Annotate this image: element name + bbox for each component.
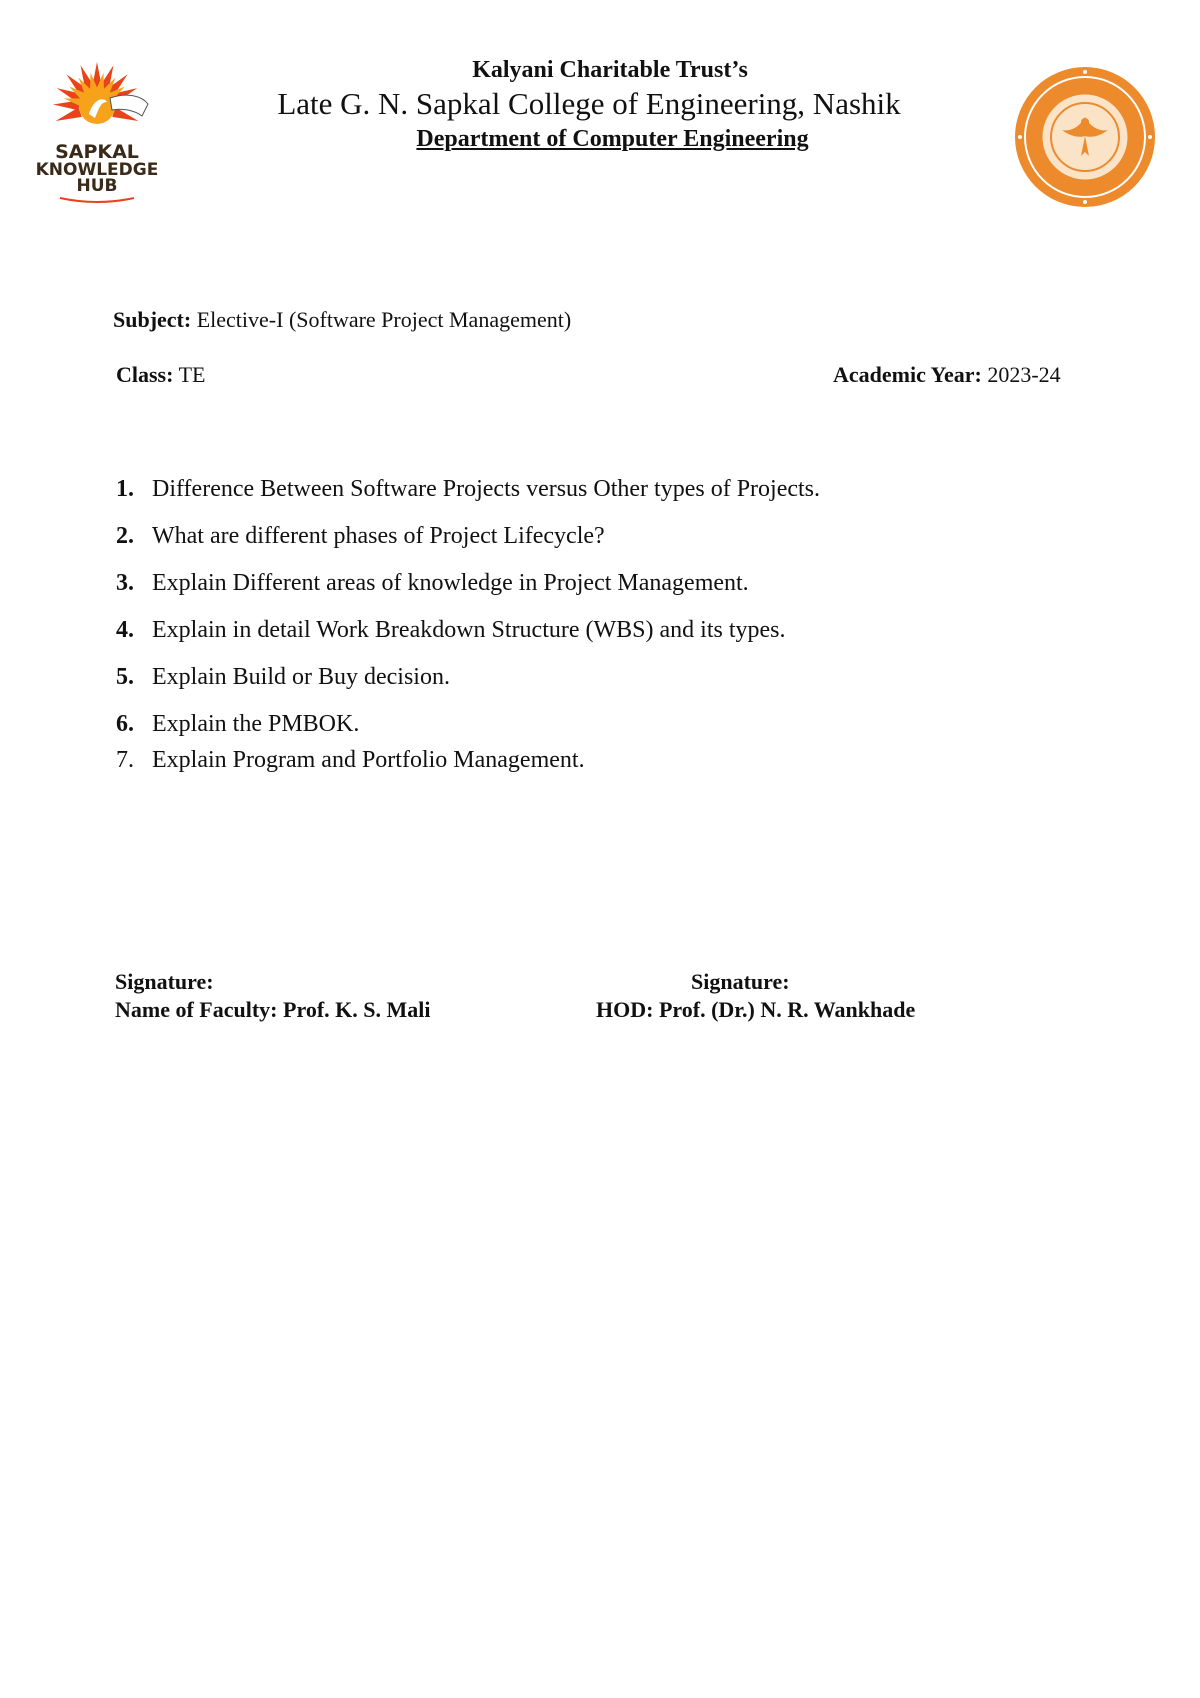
question-text: Explain the PMBOK. bbox=[152, 711, 360, 737]
question-number: 1. bbox=[116, 476, 134, 502]
question-item bbox=[116, 709, 1116, 745]
subject-line bbox=[113, 307, 571, 333]
question-number: 5. bbox=[116, 664, 134, 690]
faculty-signature-block bbox=[115, 968, 430, 1024]
svg-text:SAPKAL: SAPKAL bbox=[55, 141, 139, 163]
question-number: 4. bbox=[116, 617, 134, 643]
academic-year-line bbox=[833, 362, 1061, 388]
college-name: Late G. N. Sapkal College of Engineering, Nashik bbox=[277, 86, 901, 121]
question-list bbox=[116, 474, 1116, 792]
academic-year-value: 2023-24 bbox=[987, 362, 1061, 387]
question-item bbox=[116, 615, 1116, 662]
subject-value: Elective-I (Software Project Management) bbox=[196, 307, 572, 332]
question-text: Explain in detail Work Breakdown Structure (WBS) and its types. bbox=[152, 617, 786, 643]
faculty-name: Name of Faculty: Prof. K. S. Mali bbox=[115, 997, 431, 1022]
question-number: 2. bbox=[116, 523, 134, 549]
sapkal-knowledge-hub-logo-icon bbox=[22, 58, 172, 208]
college-seal-icon bbox=[1010, 62, 1160, 212]
question-number: 7. bbox=[116, 747, 134, 773]
department-name: Department of Computer Engineering bbox=[416, 126, 809, 152]
academic-year-label: Academic Year: bbox=[833, 362, 982, 387]
class-label: Class: bbox=[116, 362, 174, 387]
question-item bbox=[116, 568, 1116, 615]
trust-name: Kalyani Charitable Trust’s bbox=[472, 57, 748, 83]
question-item bbox=[116, 745, 1116, 792]
question-item bbox=[116, 521, 1116, 568]
class-value: TE bbox=[178, 362, 206, 387]
svg-text:KNOWLEDGE: KNOWLEDGE bbox=[35, 160, 159, 180]
question-text: Explain Program and Portfolio Management. bbox=[152, 747, 585, 773]
subject-label: Subject: bbox=[113, 307, 192, 332]
hod-name: HOD: Prof. (Dr.) N. R. Wankhade bbox=[596, 997, 916, 1022]
faculty-signature-label: Signature: bbox=[115, 969, 214, 994]
question-text: Explain Build or Buy decision. bbox=[152, 664, 450, 690]
question-number: 6. bbox=[116, 711, 134, 737]
svg-text:HUB: HUB bbox=[76, 176, 118, 196]
question-item bbox=[116, 474, 1116, 521]
class-line bbox=[116, 362, 205, 388]
question-text: Difference Between Software Projects versus Other types of Projects. bbox=[152, 476, 821, 502]
question-text: Explain Different areas of knowledge in Project Management. bbox=[152, 570, 749, 596]
question-number: 3. bbox=[116, 570, 134, 596]
hod-signature-label: Signature: bbox=[691, 969, 790, 994]
question-text: What are different phases of Project Lifecycle? bbox=[152, 523, 605, 549]
hod-signature-block bbox=[596, 968, 915, 1024]
question-item bbox=[116, 662, 1116, 709]
letterhead bbox=[180, 55, 1020, 155]
